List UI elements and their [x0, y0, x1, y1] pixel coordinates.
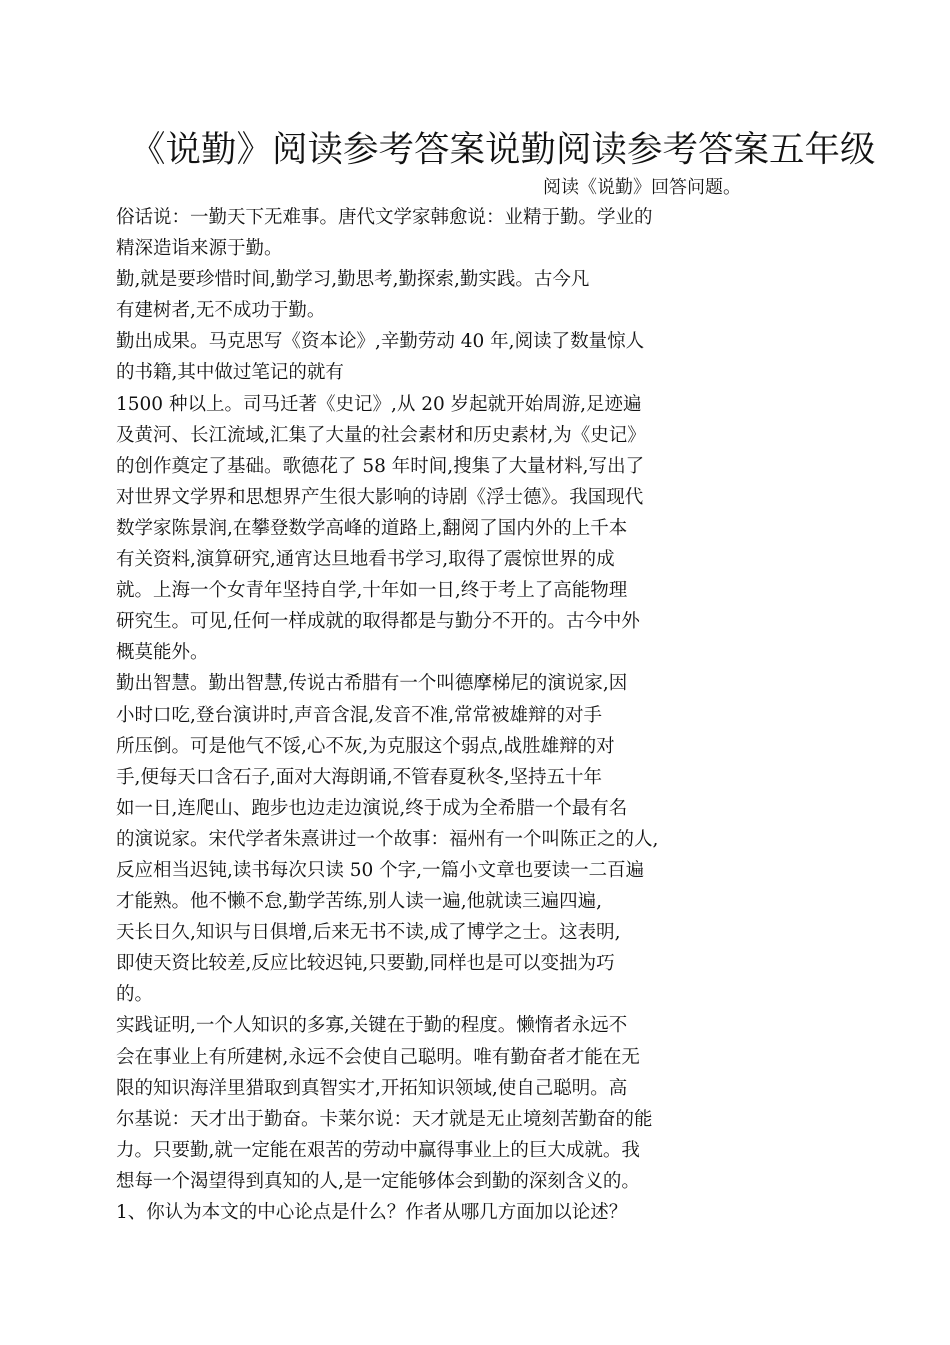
- body-line: 及黄河、长江流域,汇集了大量的社会素材和历史素材,为《史记》: [116, 424, 646, 446]
- body-line: 天长日久,知识与日俱增,后来无书不读,成了博学之士。这表明,: [116, 922, 621, 944]
- body-line: 实践证明,一个人知识的多寡,关键在于勤的程度。懒惰者永远不: [116, 1015, 628, 1037]
- body-line: 的创作奠定了基础。歌德花了 58 年时间,搜集了大量材料,写出了: [116, 455, 645, 477]
- body-line: 手,便每天口含石子,面对大海朗诵,不管春夏秋冬,坚持五十年: [116, 766, 603, 788]
- body-line: 即使天资比较差,反应比较迟钝,只要勤,同样也是可以变拙为巧: [116, 953, 615, 975]
- body-line: 的。: [116, 984, 154, 1006]
- body-line: 研究生。可见,任何一样成就的取得都是与勤分不开的。古今中外: [116, 611, 640, 633]
- body-line: 所压倒。可是他气不馁,心不灰,为克服这个弱点,战胜雄辩的对: [116, 735, 615, 757]
- body-line: 限的知识海洋里猎取到真智实才,开拓知识领域,使自己聪明。高: [116, 1077, 628, 1099]
- body-line: 1、你认为本文的中心论点是什么？作者从哪几方面加以论述？: [116, 1202, 628, 1223]
- document-subtitle: 阅读《说勤》回答问题。: [543, 177, 741, 198]
- body-line: 1500 种以上。司马迁著《史记》,从 20 岁起就开始周游,足迹遍: [116, 393, 642, 415]
- body-line: 力。只要勤,就一定能在艰苦的劳动中赢得事业上的巨大成就。我: [116, 1139, 640, 1161]
- body-line: 勤,就是要珍惜时间,勤学习,勤思考,勤探索,勤实践。古今凡: [116, 269, 590, 291]
- body-line: 尔基说：天才出于勤奋。卡莱尔说：天才就是无止境刻苦勤奋的能: [116, 1108, 653, 1130]
- body-line: 想每一个渴望得到真知的人,是一定能够体会到勤的深刻含义的。: [116, 1170, 640, 1192]
- document-body: [116, 202, 816, 1228]
- body-line: 对世界文学界和思想界产生很大影响的诗剧《浮士德》。我国现代: [116, 486, 644, 508]
- body-line: 精深造诣来源于勤。: [116, 238, 283, 260]
- body-line: 概莫能外。: [116, 642, 209, 664]
- body-line: 才能熟。他不懒不怠,勤学苦练,别人读一遍,他就读三遍四遍,: [116, 891, 603, 913]
- body-line: 数学家陈景润,在攀登数学高峰的道路上,翻阅了国内外的上千本: [116, 517, 628, 539]
- body-line: 的书籍,其中做过笔记的就有: [116, 362, 344, 384]
- body-line: 的演说家。宋代学者朱熹讲过一个故事：福州有一个叫陈正之的人,: [116, 828, 659, 850]
- body-line: 有关资料,演算研究,通宵达旦地看书学习,取得了震惊世界的成: [116, 549, 615, 571]
- body-line: 如一日,连爬山、跑步也边走边演说,终于成为全希腊一个最有名: [116, 797, 628, 819]
- body-line: 勤出成果。马克思写《资本论》,辛勤劳动 40 年,阅读了数量惊人: [116, 331, 645, 353]
- body-line: 小时口吃,登台演讲时,声音含混,发音不准,常常被雄辩的对手: [116, 704, 603, 726]
- body-line: 就。上海一个女青年坚持自学,十年如一日,终于考上了高能物理: [116, 580, 628, 602]
- body-line: 有建树者,无不成功于勤。: [116, 300, 326, 322]
- body-line: 会在事业上有所建树,永远不会使自己聪明。唯有勤奋者才能在无: [116, 1046, 640, 1068]
- document-title: 《说勤》阅读参考答案说勤阅读参考答案五年级: [130, 129, 876, 170]
- body-line: 反应相当迟钝,读书每次只读 50 个字,一篇小文章也要读一二百遍: [116, 859, 645, 881]
- body-line: 勤出智慧。勤出智慧,传说古希腊有一个叫德摩梯尼的演说家,因: [116, 673, 628, 695]
- body-line: 俗话说：一勤天下无难事。唐代文学家韩愈说：业精于勤。学业的: [116, 207, 653, 228]
